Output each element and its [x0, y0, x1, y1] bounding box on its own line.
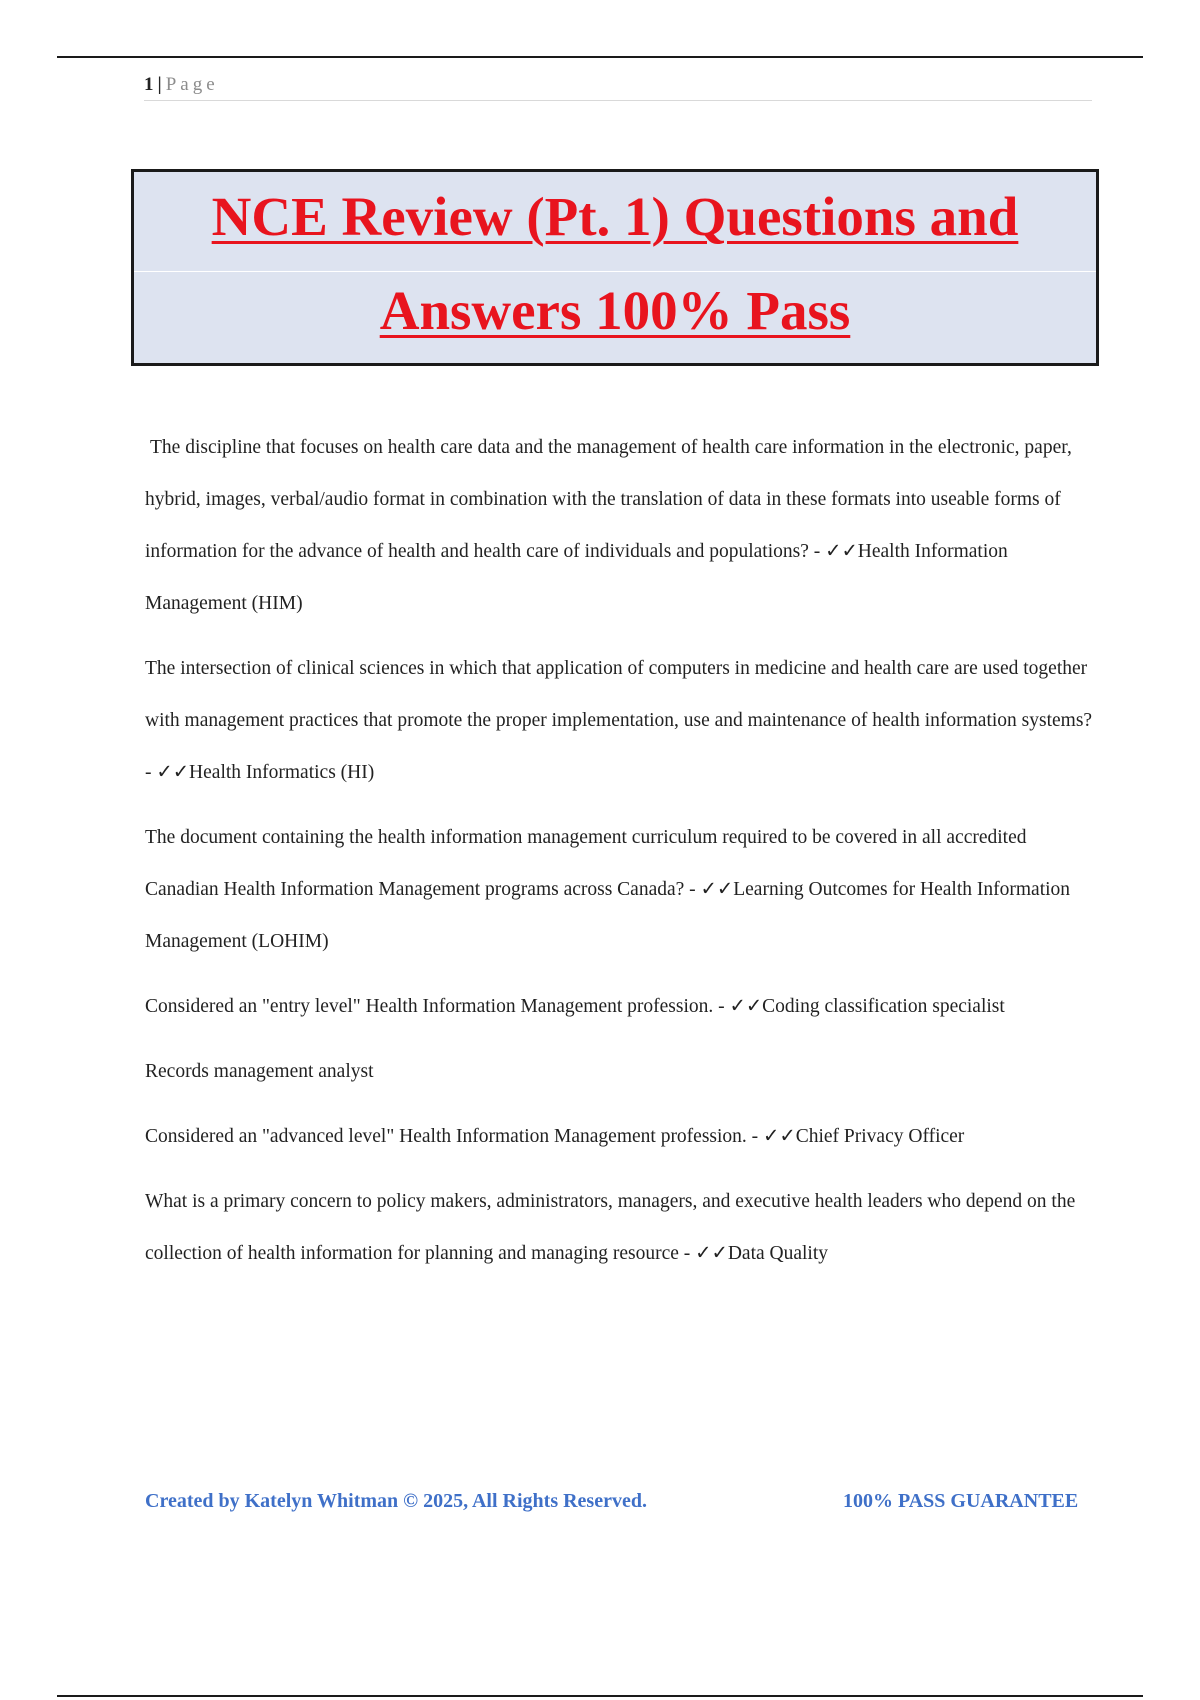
page-separator: |	[157, 74, 162, 95]
document-title-line-1: NCE Review (Pt. 1) Questions and	[211, 186, 1019, 247]
qa-item: Considered an "advanced level" Health Information Management profession. - ✓✓Chief Privacy Officer	[145, 1126, 965, 1147]
qa-item: The intersection of clinical sciences in which that application of computers in medicine and health care are used together with management practices that promote the proper implementation, use and maintenance of health information systems? - ✓✓Health Informatics (HI)	[145, 658, 1093, 783]
footer-copyright	[145, 1490, 647, 1513]
page-header	[144, 72, 1092, 101]
page-label: Page	[165, 74, 219, 95]
qa-item: Considered an "entry level" Health Information Management profession. - ✓✓Coding classification specialist	[145, 996, 1005, 1017]
page-number: 1	[144, 74, 154, 95]
footer-guarantee-text: 100% PASS GUARANTEE	[843, 1490, 1079, 1512]
qa-item: The document containing the health information management curriculum required to be covered in all accredited Canadian Health Information Management programs across Canada? - ✓✓Learning Outcomes for Health Information Management (LOHIM)	[145, 827, 1071, 952]
top-rule	[57, 56, 1143, 58]
qa-item: What is a primary concern to policy makers, administrators, managers, and executive health leaders who depend on the collection of health information for planning and managing resource - ✓✓Data Quality	[145, 1191, 1076, 1264]
title-box	[131, 169, 1099, 366]
title-divider	[134, 271, 1096, 272]
footer-copyright-text: Created by Katelyn Whitman © 2025, All Rights Reserved.	[145, 1490, 647, 1512]
qa-item: Records management analyst	[145, 1061, 374, 1082]
qa-item: The discipline that focuses on health care data and the management of health care information in the electronic, paper, hybrid, images, verbal/audio format in combination with the translation of data in these formats into useable forms of information for the advance of health and health care of individuals and populations? - ✓✓Health Information Management (HIM)	[145, 437, 1072, 614]
qa-content	[145, 422, 1095, 1293]
document-title-line-2: Answers 100% Pass	[379, 280, 851, 341]
bottom-rule	[57, 1695, 1143, 1697]
footer-guarantee	[843, 1490, 1078, 1513]
